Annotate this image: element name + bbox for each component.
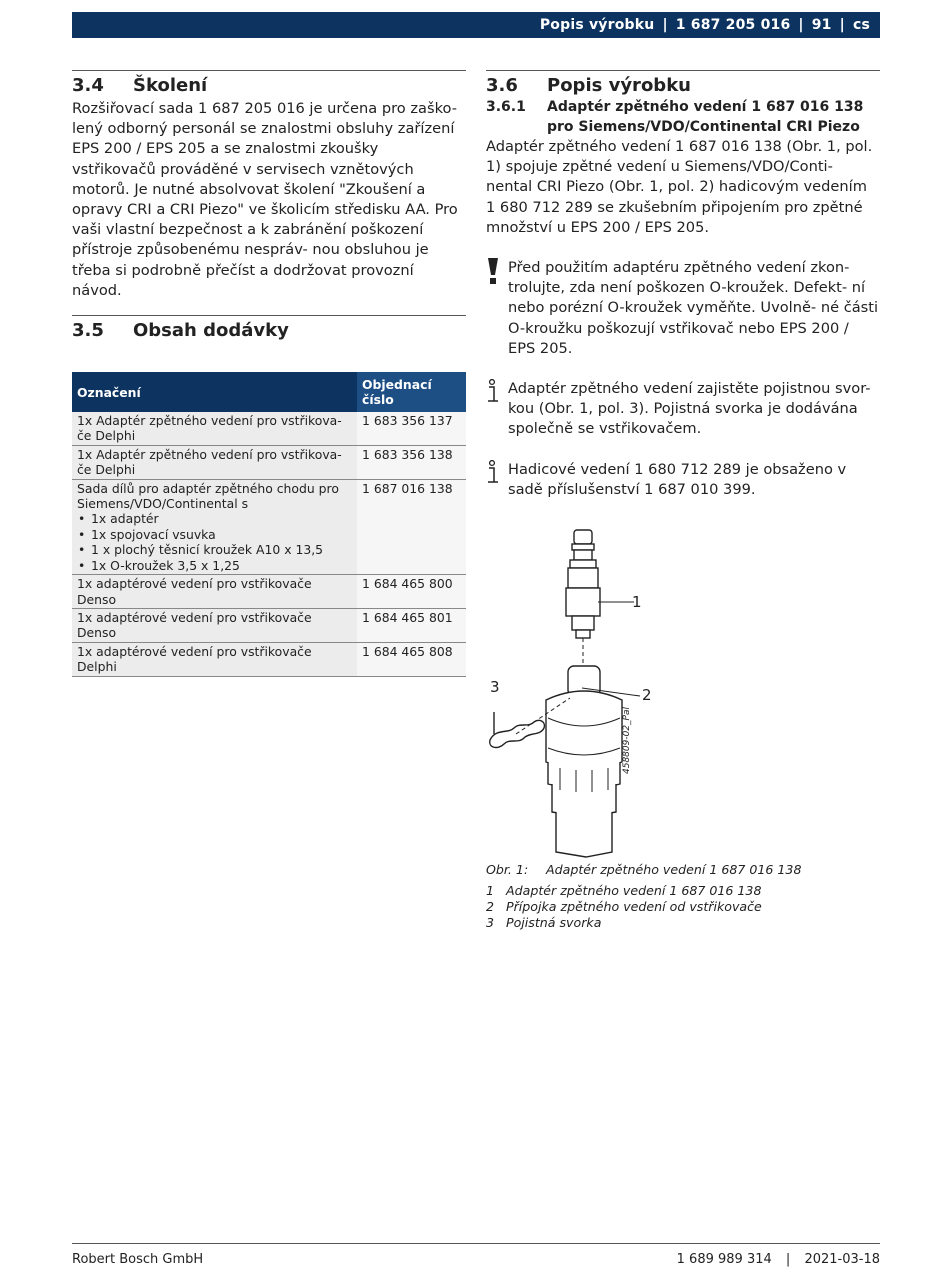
list-item: • 1 x plochý těsnicí kroužek A10 x 13,5 [91,542,352,557]
cell-name: 1x adaptérové vedení pro vstřikovače Delphi [72,642,357,676]
table-header-row [72,372,466,412]
header-separator: | [798,17,804,33]
figure-label-3: 3 [490,678,500,697]
cell-name: 1x Adaptér zpětného vedení pro vstřikova- če Delphi [72,412,357,445]
cell-name: 1x Adaptér zpětného vedení pro vstřikova- če Delphi [72,445,357,479]
cell-name [72,479,357,574]
cell-order-number: 1 684 465 800 [357,575,466,609]
header-page-number: 91 [811,17,832,33]
table-row [72,479,466,574]
page-footer [72,1243,880,1267]
adapter-figure [486,522,880,862]
figure-label-1: 1 [632,593,642,612]
cell-order-number: 1 684 465 808 [357,642,466,676]
list-item: • 1x spojovací vsuvka [91,527,352,542]
table-row [72,575,466,609]
legend-item: 3 Pojistná svorka [486,915,602,931]
header-language: cs [852,17,870,33]
figure-label-2: 2 [642,686,652,705]
info-icon [486,460,508,500]
header-separator: | [662,17,668,33]
subsection-heading: 3.6.1 Adaptér zpětného vedení 1 687 016 138 pro Siemens/VDO/Continental CRI Piezo [486,99,864,135]
legend-item: 1 Adaptér zpětného vedení 1 687 016 138 [486,883,762,899]
header-separator: | [839,17,845,33]
exclamation-icon [486,258,508,359]
page-header [72,12,880,38]
product-text: Adaptér zpětného vedení 1 687 016 138 (Obr. 1, pol. 1) spojuje zpětné vedení u Siemens/VDO/Conti- nental CRI Piezo (Obr. 1, pol. 2) hadicovým vedením 1 680 712 289 se zkušebním připojením pro zpětné množství u EPS 200 / EPS 205. [486,138,873,236]
column-header-order-number: Objednací číslo [357,372,466,412]
figure-legend [486,883,880,931]
warning-note: Před použitím adaptéru zpětného vedení zkon- trolujte, zda není poškozen O-kroužek. Defekt- ní nebo porézní O-kroužek vyměňte. Uvolně- né části O-kroužku poškozují vstřikovač nebo EPS 200 / EPS 205. [486,258,880,359]
header-title: Popis výrobku [539,17,655,33]
section-rule [72,315,466,316]
cell-order-number: 1 683 356 138 [357,445,466,479]
list-item: • 1x O-kroužek 3,5 x 1,25 [91,558,352,573]
info-note: Hadicové vedení 1 680 712 289 je obsaženo v sadě příslušenství 1 687 010 399. [486,460,880,500]
info-note: Adaptér zpětného vedení zajistěte pojistnou svor- kou (Obr. 1, pol. 3). Pojistná svorka je dodávána společně se vstřikovačem. [486,379,880,440]
cell-order-number: 1 683 356 137 [357,412,466,445]
section-heading-training: 3.4 Školení [72,75,208,96]
right-column [486,70,880,931]
figure-code: 458809-02_Pal [622,707,632,775]
table-row [72,412,466,445]
table-row [72,642,466,676]
column-header-name: Označení [72,372,357,412]
table-row [72,608,466,642]
training-text: Rozšiřovací sada 1 687 205 016 je určena pro zaško- lený odborný personál se znalostmi obsluhy zařízení EPS 200 / EPS 205 a se znalostmi zkoušky vstřikovačů prováděné v servisech vznětových motorů. Je nutné absolvovat školení "Zkoušení a opravy CRI a CRI Piezo" ve školicím středisku AA. Pro vaši vlastní bezpečnost a k zabránění poškození přístroje způsobenému nespráv- nou obsluhou je třeba si podrobně přečíst a dodržovat provozní návod. [72,100,458,299]
legend-item: 2 Přípojka zpětného vedení od vstřikovače [486,899,762,915]
info-icon [486,379,508,440]
cell-name: 1x adaptérové vedení pro vstřikovače Denso [72,575,357,609]
section-rule [72,70,466,71]
left-column [72,70,466,677]
section-heading-product: 3.6 Popis výrobku [486,75,691,96]
cell-name: 1x adaptérové vedení pro vstřikovače Denso [72,608,357,642]
footer-doc-info: 1 689 989 314 | 2021-03-18 [676,1252,880,1267]
kit-description: Sada dílů pro adaptér zpětného chodu pro Siemens/VDO/Continental s [77,480,339,512]
adapter-drawing [486,522,880,862]
cell-order-number: 1 687 016 138 [357,479,466,574]
figure-caption: Obr. 1: Adaptér zpětného vedení 1 687 016 138 [486,862,802,878]
footer-company: Robert Bosch GmbH [72,1252,204,1267]
delivery-table [72,372,466,677]
kit-items-list [77,511,352,573]
section-rule [486,70,880,71]
list-item: • 1x adaptér [91,511,352,526]
section-heading-delivery: 3.5 Obsah dodávky [72,320,289,342]
header-doc-number: 1 687 205 016 [675,17,791,33]
table-row [72,445,466,479]
cell-order-number: 1 684 465 801 [357,608,466,642]
